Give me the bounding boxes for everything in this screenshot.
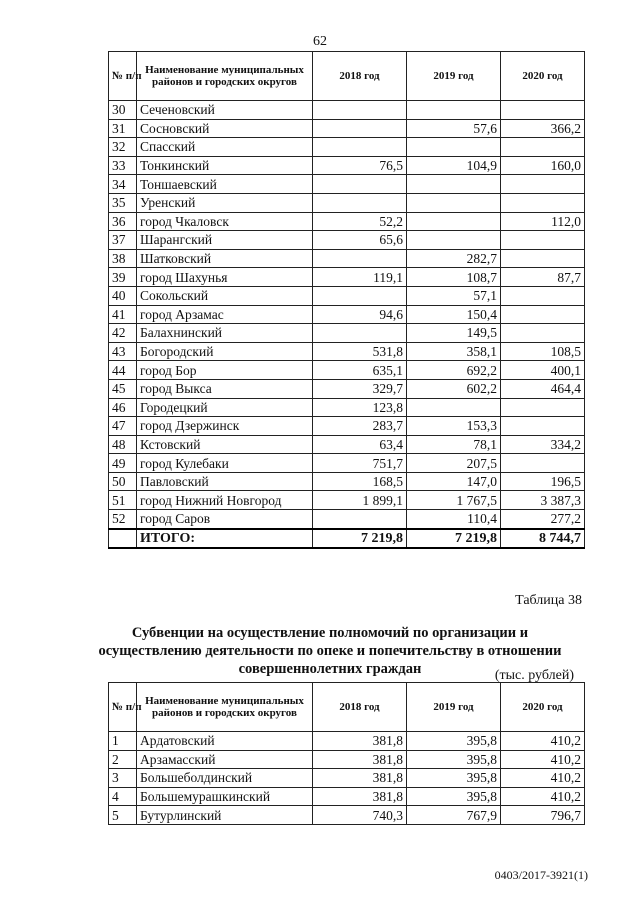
value-2019 [407,398,501,417]
row-number: 41 [109,305,137,324]
value-2018 [313,324,407,343]
district-name: Большеболдинский [137,769,313,788]
value-2019: 358,1 [407,342,501,361]
value-2020 [501,231,585,250]
district-name: город Чкаловск [137,212,313,231]
value-2020: 400,1 [501,361,585,380]
table-row [109,249,585,268]
table-row [109,472,585,491]
value-2020: 277,2 [501,510,585,529]
page-number: 62 [313,34,327,49]
table-row [109,398,585,417]
value-2019 [407,175,501,194]
table-row [109,101,585,120]
value-2019: 108,7 [407,268,501,287]
value-2018: 381,8 [313,750,407,769]
district-name: Сосновский [137,119,313,138]
row-number: 44 [109,361,137,380]
table-row [109,305,585,324]
value-2019: 104,9 [407,156,501,175]
district-name: Городецкий [137,398,313,417]
table-row [109,193,585,212]
column-header-2020: 2020 год [501,683,585,732]
table-row [109,286,585,305]
row-number: 52 [109,510,137,529]
value-2018: 531,8 [313,342,407,361]
district-name: город Нижний Новгород [137,491,313,510]
table-row [109,806,585,825]
table-label: Таблица 38 [515,593,582,608]
value-2019 [407,138,501,157]
row-number: 30 [109,101,137,120]
value-2020 [501,138,585,157]
value-2019: 147,0 [407,472,501,491]
table-row [109,454,585,473]
total-num-cell [109,529,137,549]
title-line: Субвенции на осуществление полномочий по организации и [131,625,529,641]
value-2020: 410,2 [501,732,585,751]
value-2019: 57,1 [407,286,501,305]
row-number: 46 [109,398,137,417]
total-2020: 8 744,7 [501,529,585,549]
column-header-2019: 2019 год [407,683,501,732]
value-2018: 168,5 [313,472,407,491]
table-header-row [109,52,585,101]
value-2019: 149,5 [407,324,501,343]
district-name: город Дзержинск [137,417,313,436]
value-2019: 78,1 [407,435,501,454]
table-row [109,231,585,250]
value-2020: 160,0 [501,156,585,175]
table-row [109,268,585,287]
value-2018 [313,119,407,138]
district-name: Шатковский [137,249,313,268]
row-number: 2 [109,750,137,769]
value-2018: 63,4 [313,435,407,454]
value-2018 [313,510,407,529]
column-header-name: Наименование муниципальных районов и городских округов [137,52,313,101]
row-number: 5 [109,806,137,825]
value-2020: 410,2 [501,787,585,806]
table-row [109,510,585,529]
value-2019: 57,6 [407,119,501,138]
row-number: 51 [109,491,137,510]
row-number: 3 [109,769,137,788]
value-2019 [407,193,501,212]
table-row [109,787,585,806]
district-name: Павловский [137,472,313,491]
value-2018: 119,1 [313,268,407,287]
table-row [109,379,585,398]
value-2020: 464,4 [501,379,585,398]
row-number: 32 [109,138,137,157]
value-2020: 87,7 [501,268,585,287]
value-2019: 395,8 [407,787,501,806]
value-2018: 381,8 [313,732,407,751]
value-2018: 52,2 [313,212,407,231]
value-2019: 153,3 [407,417,501,436]
value-2020 [501,398,585,417]
value-2018: 381,8 [313,787,407,806]
table-row [109,175,585,194]
value-2020: 796,7 [501,806,585,825]
district-name: Спасский [137,138,313,157]
table-row [109,417,585,436]
row-number: 38 [109,249,137,268]
value-2018 [313,175,407,194]
row-number: 49 [109,454,137,473]
value-2018: 76,5 [313,156,407,175]
row-number: 4 [109,787,137,806]
value-2020: 410,2 [501,750,585,769]
row-number: 1 [109,732,137,751]
row-number: 42 [109,324,137,343]
table-row [109,156,585,175]
district-name: город Выкса [137,379,313,398]
value-2019: 692,2 [407,361,501,380]
column-header-num: № п/п [109,52,137,101]
value-2019: 1 767,5 [407,491,501,510]
value-2018: 1 899,1 [313,491,407,510]
table-row [109,732,585,751]
value-2020 [501,249,585,268]
total-2019: 7 219,8 [407,529,501,549]
table-row [109,491,585,510]
column-header-num: № п/п [109,683,137,732]
value-2020: 410,2 [501,769,585,788]
value-2018: 635,1 [313,361,407,380]
subvention-table-continued [108,51,585,549]
title-line: осуществлению деятельности по опеке и попечительству в отношении [98,643,562,659]
value-2020: 196,5 [501,472,585,491]
value-2020: 108,5 [501,342,585,361]
district-name: Большемурашкинский [137,787,313,806]
district-name: Балахнинский [137,324,313,343]
value-2018: 123,8 [313,398,407,417]
value-2018: 751,7 [313,454,407,473]
district-name: город Саров [137,510,313,529]
district-name: Бутурлинский [137,806,313,825]
row-number: 36 [109,212,137,231]
value-2019 [407,212,501,231]
value-2019: 150,4 [407,305,501,324]
district-name: Тоншаевский [137,175,313,194]
value-2018: 94,6 [313,305,407,324]
value-2020 [501,324,585,343]
row-number: 50 [109,472,137,491]
district-name: Сеченовский [137,101,313,120]
row-number: 33 [109,156,137,175]
value-2020: 366,2 [501,119,585,138]
value-2020 [501,417,585,436]
column-header-2018: 2018 год [313,52,407,101]
value-2020 [501,286,585,305]
value-2019: 602,2 [407,379,501,398]
column-header-2019: 2019 год [407,52,501,101]
value-2018 [313,193,407,212]
value-2020 [501,305,585,324]
district-name: город Арзамас [137,305,313,324]
district-name: Ардатовский [137,732,313,751]
table-row [109,435,585,454]
value-2020 [501,193,585,212]
row-number: 40 [109,286,137,305]
value-2020 [501,175,585,194]
value-2019: 207,5 [407,454,501,473]
document-code: 0403/2017-3921(1) [494,868,588,882]
table-row [109,769,585,788]
column-header-2020: 2020 год [501,52,585,101]
district-name: Кстовский [137,435,313,454]
value-2019: 767,9 [407,806,501,825]
value-2018: 740,3 [313,806,407,825]
row-number: 47 [109,417,137,436]
column-header-2018: 2018 год [313,683,407,732]
value-2019: 395,8 [407,750,501,769]
total-row [109,529,585,549]
value-2018 [313,286,407,305]
value-2018: 329,7 [313,379,407,398]
total-label: ИТОГО: [137,529,313,549]
value-2019: 110,4 [407,510,501,529]
district-name: Сокольский [137,286,313,305]
district-name: город Кулебаки [137,454,313,473]
value-2019: 395,8 [407,732,501,751]
units-label: (тыс. рублей) [494,668,574,683]
value-2019 [407,101,501,120]
value-2020: 112,0 [501,212,585,231]
value-2020: 334,2 [501,435,585,454]
table-row [109,361,585,380]
district-name: Богородский [137,342,313,361]
value-2020: 3 387,3 [501,491,585,510]
table-row [109,119,585,138]
row-number: 35 [109,193,137,212]
district-name: Шарангский [137,231,313,250]
district-name: Уренский [137,193,313,212]
table-row [109,138,585,157]
row-number: 43 [109,342,137,361]
value-2019 [407,231,501,250]
row-number: 45 [109,379,137,398]
row-number: 34 [109,175,137,194]
value-2018: 65,6 [313,231,407,250]
value-2019: 282,7 [407,249,501,268]
guardianship-subvention-table [108,682,585,825]
value-2018: 381,8 [313,769,407,788]
table-header-row [109,683,585,732]
district-name: город Шахунья [137,268,313,287]
table-row [109,212,585,231]
value-2018 [313,101,407,120]
table-row [109,324,585,343]
district-name: Тонкинский [137,156,313,175]
row-number: 39 [109,268,137,287]
title-line: совершеннолетних граждан [238,661,422,677]
value-2019: 395,8 [407,769,501,788]
district-name: Арзамасский [137,750,313,769]
table-row [109,750,585,769]
table-row [109,342,585,361]
row-number: 31 [109,119,137,138]
column-header-name: Наименование муниципальных районов и городских округов [137,683,313,732]
value-2018 [313,138,407,157]
value-2020 [501,454,585,473]
row-number: 48 [109,435,137,454]
value-2018: 283,7 [313,417,407,436]
value-2018 [313,249,407,268]
district-name: город Бор [137,361,313,380]
row-number: 37 [109,231,137,250]
value-2020 [501,101,585,120]
total-2018: 7 219,8 [313,529,407,549]
